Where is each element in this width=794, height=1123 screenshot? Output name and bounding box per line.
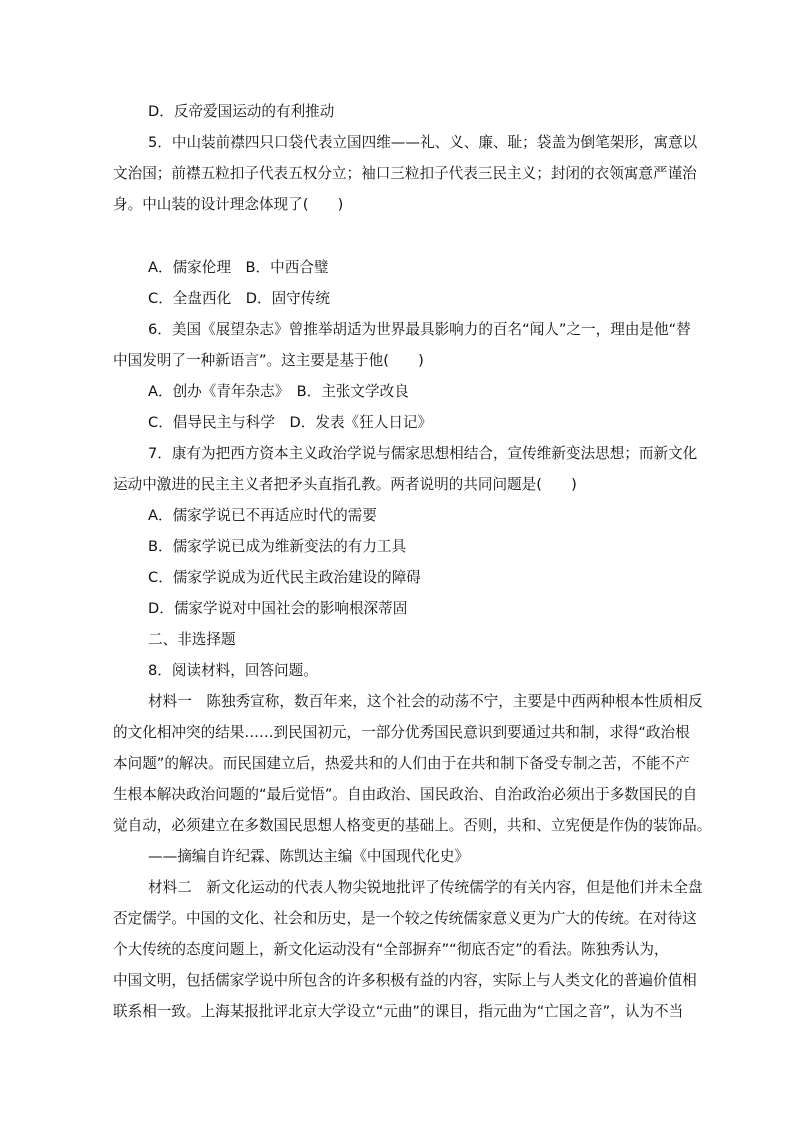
q6-stem-line: 6．美国《展望杂志》曾推举胡适为世界最具影响力的百名“闻人”之一，理由是他“替 <box>148 321 691 338</box>
material1-line: 的文化相冲突的结果……到民国初元，一部分优秀国民意识到要通过共和制，求得“政治根 <box>113 724 690 741</box>
q7-stem-line: 7．康有为把西方资本主义政治学说与儒家思想相结合，宣传维新变法思想；而新文化 <box>148 445 698 462</box>
material2-line: 否定儒学。中国的文化、社会和历史，是一个较之传统儒家意义更为广大的传统。在对待这 <box>113 910 697 927</box>
q5-options: A．儒家伦理 B．中西合璧 <box>148 259 329 276</box>
q7-option-b: B．儒家学说已成为维新变法的有力工具 <box>148 538 407 555</box>
section-heading: 二、非选择题 <box>148 631 236 648</box>
q7-option-a: A．儒家学说已不再适应时代的需要 <box>148 507 377 524</box>
material2-line: 个大传统的态度问题上，新文化运动没有“全部摒弃”“彻底否定”的看法。陈独秀认为， <box>113 941 669 958</box>
q4-option-d: D．反帝爱国运动的有利推动 <box>148 103 335 120</box>
q5-stem-line: 身。中山装的设计理念体现了( ) <box>113 196 344 213</box>
q5-options: C．全盘西化 D．固守传统 <box>148 290 330 307</box>
material2-line: 材料二 新文化运动的代表人物尖锐地批评了传统儒学的有关内容，但是他们并未全盘 <box>148 879 703 896</box>
q6-options: C．倡导民主与科学 D．发表《狂人日记》 <box>148 414 433 431</box>
q6-stem-line: 中国发明了一种新语言”。这主要是基于他( ) <box>113 352 424 369</box>
material2-line: 中国文明，包括儒家学说中所包含的许多积极有益的内容，实际上与人类文化的普遍价值相 <box>113 972 697 989</box>
material1-line: 觉自动，必须建立在多数国民思想人格变更的基础上。否则，共和、立宪便是作伪的装饰品。 <box>113 817 712 834</box>
q5-stem-line: 5．中山装前襟四只口袋代表立国四维——礼、义、廉、耻；袋盖为倒笔架形，寓意以 <box>148 134 698 151</box>
material2-line: 联系相一致。上海某报批评北京大学设立“元曲”的课目，指元曲为“亡国之音”，认为不当 <box>113 1003 684 1020</box>
material1-line: 生根本解决政治问题的“最后觉悟”。自由政治、国民政治、自治政治必须出于多数国民的自 <box>113 786 698 803</box>
material1-line: 本问题”的解决。而民国建立后，热爱共和的人们由于在共和制下备受专制之苦，不能不产 <box>113 755 690 772</box>
material1-line: 材料一 陈独秀宣称，数百年来，这个社会的动荡不宁，主要是中西两种根本性质相反 <box>148 693 703 710</box>
material1-source: ——摘编自许纪霖、陈凯达主编《中国现代化史》 <box>148 848 470 865</box>
q5-stem-line: 文治国；前襟五粒扣子代表五权分立；袖口三粒扣子代表三民主义；封闭的衣领寓意严谨治 <box>113 165 697 182</box>
q7-option-d: D．儒家学说对中国社会的影响根深蒂固 <box>148 600 408 617</box>
q6-options: A．创办《青年杂志》 B．主张文学改良 <box>148 383 409 400</box>
q7-stem-line: 运动中激进的民主主义者把矛头直指孔教。两者说明的共同问题是( ) <box>113 476 577 493</box>
q7-option-c: C．儒家学说成为近代民主政治建设的障碍 <box>148 569 421 586</box>
q8-stem: 8．阅读材料，回答问题。 <box>148 662 318 679</box>
